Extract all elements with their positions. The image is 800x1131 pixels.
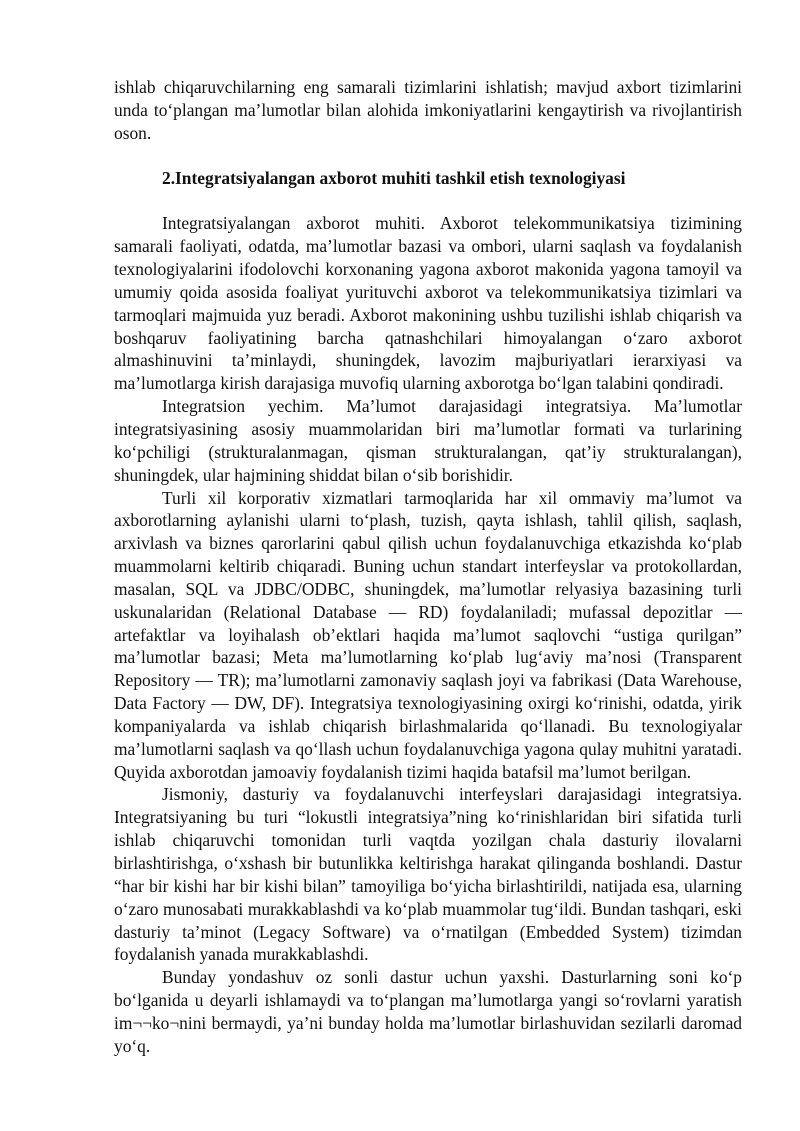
paragraph-interface-integration: Jismoniy, dasturiy va foydalanuvchi interfeyslari darajasidagi integratsiya. Integratsiyaning bu turi “lokustli integratsiya”ning ko‘rinishlaridan biri sifatida turli ishlab chiqaruvchi tomonidan turli vaqtda yozilgan chala dasturiy ilovalarni birlashtirishga, o‘xshash bir butunlikka keltirishga harakat qilinganda boshlandi. Dastur “har bir kishi har bir kishi bilan” tamoyiliga bo‘yicha birlashtirildi, natijada esa, ularning o‘zaro munosabati murakkablashdi va ko‘plab muammolar tug‘ildi. Bundan tashqari, eski dasturiy ta’minot (Legacy Software) va o‘rnatilgan (Embedded System) tizimdan foydalanish yanada murakkablashdi. — [114, 784, 742, 965]
paragraph-corporate-services: Turli xil korporativ xizmatlari tarmoqlarida har xil ommaviy ma’lumot va axborotlarning aylanishi ularni to‘plash, tuzish, qayta ishlash, tahlil qilish, saqlash, arxivlash va biznes qarorlarini qabul qilish uchun foydalanuvchiga etkazishda ko‘plab muammolarni keltirib chiqaradi. Buning uchun standart interfeyslar va protokollardan, masalan, SQL va JDBC/ODBC, shuningdek, ma’lumotlar relyasiya bazasining turli uskunalaridan (Relational Database — RD) foydalaniladi; mufassal depozitlar — artefaktlar va loyihalash ob’ektlari haqida ma’lumot saqlovchi “ustiga qurilgan” ma’lumotlar bazasi; Meta ma’lumotlarning ko‘plab lug‘aviy ma’nosi (Transparent Repository — TR); ma’lumotlarni zamonaviy saqlash joyi va fabrikasi (Data Warehouse, Data Factory — DW, DF). Integratsiya texnologiyasining oxirgi ko‘rinishi, odatda, yirik kompaniyalarda va ishlab chiqarish birlashmalarida qo‘llanadi. Bu texnologiyalar ma’lumotlarni saqlash va qo‘llash uchun foydalanuvchiga yagona qulay muhitni yaratadi. Quyida axborotdan jamoaviy foydalanish tizimi haqida batafsil ma’lumot berilgan. — [114, 487, 742, 782]
intro-paragraph: ishlab chiqaruvchilarning eng samarali tizimlarini ishlatish; mavjud axbort tizimlarini unda to‘plangan ma’lumotlar bilan alohida imkoniyatlarini kengaytirish va rivojlantirish oson. — [114, 77, 742, 143]
paragraph-integrated-environment: Integratsiyalangan axborot muhiti. Axborot telekommunikatsiya tizimining samarali faoliyati, odatda, ma’lumotlar bazasi va ombori, ularni saqlash va foydalanish texnologiyalarini ifodolovchi korxonaning yagona axborot makonida yagona tamoyil va umumiy qoida asosida foaliyat yurituvchi axborot va telekommunikatsiya tizimlari va tarmoqlari majmuida yuz beradi. Axborot makonining ushbu tuzilishi ishlab chiqarish va boshqaruv faoliyatining barcha qatnashchilari himoyalangan o‘zaro axborot almashinuvini ta’minlaydi, shuningdek, lavozim majburiyatlari ierarxiyasi va ma’lumotlarga kirish darajasiga muvofiq ularning axborotga bo‘lgan talabini qondiradi. — [114, 213, 742, 394]
paragraph-approach-conclusion: Bunday yondashuv oz sonli dastur uchun yaxshi. Dasturlarning soni ko‘p bo‘lganida u deyarli ishlamaydi va to‘plangan ma’lumotlarga yangi so‘rovlarni yaratish im¬¬ko¬nini bermaydi, ya’ni bunday holda ma’lumotlar birlashuvidan sezilarli daromad yo‘q. — [114, 967, 742, 1056]
section-heading: 2.Integratsiyalangan axborot muhiti tashkil etish texnologiyasi — [162, 167, 626, 188]
document-page — [114, 76, 742, 1058]
paragraph-integration-solution: Integratsion yechim. Ma’lumot darajasidagi integratsiya. Ma’lumotlar integratsiyasining asosiy muammolaridan biri ma’lumotlar formati va turlarining ko‘pchiligi (strukturalanmagan, qisman strukturalangan, qat’iy strukturalangan), shuningdek, ular hajmining shiddat bilan o‘sib borishidir. — [114, 396, 742, 485]
